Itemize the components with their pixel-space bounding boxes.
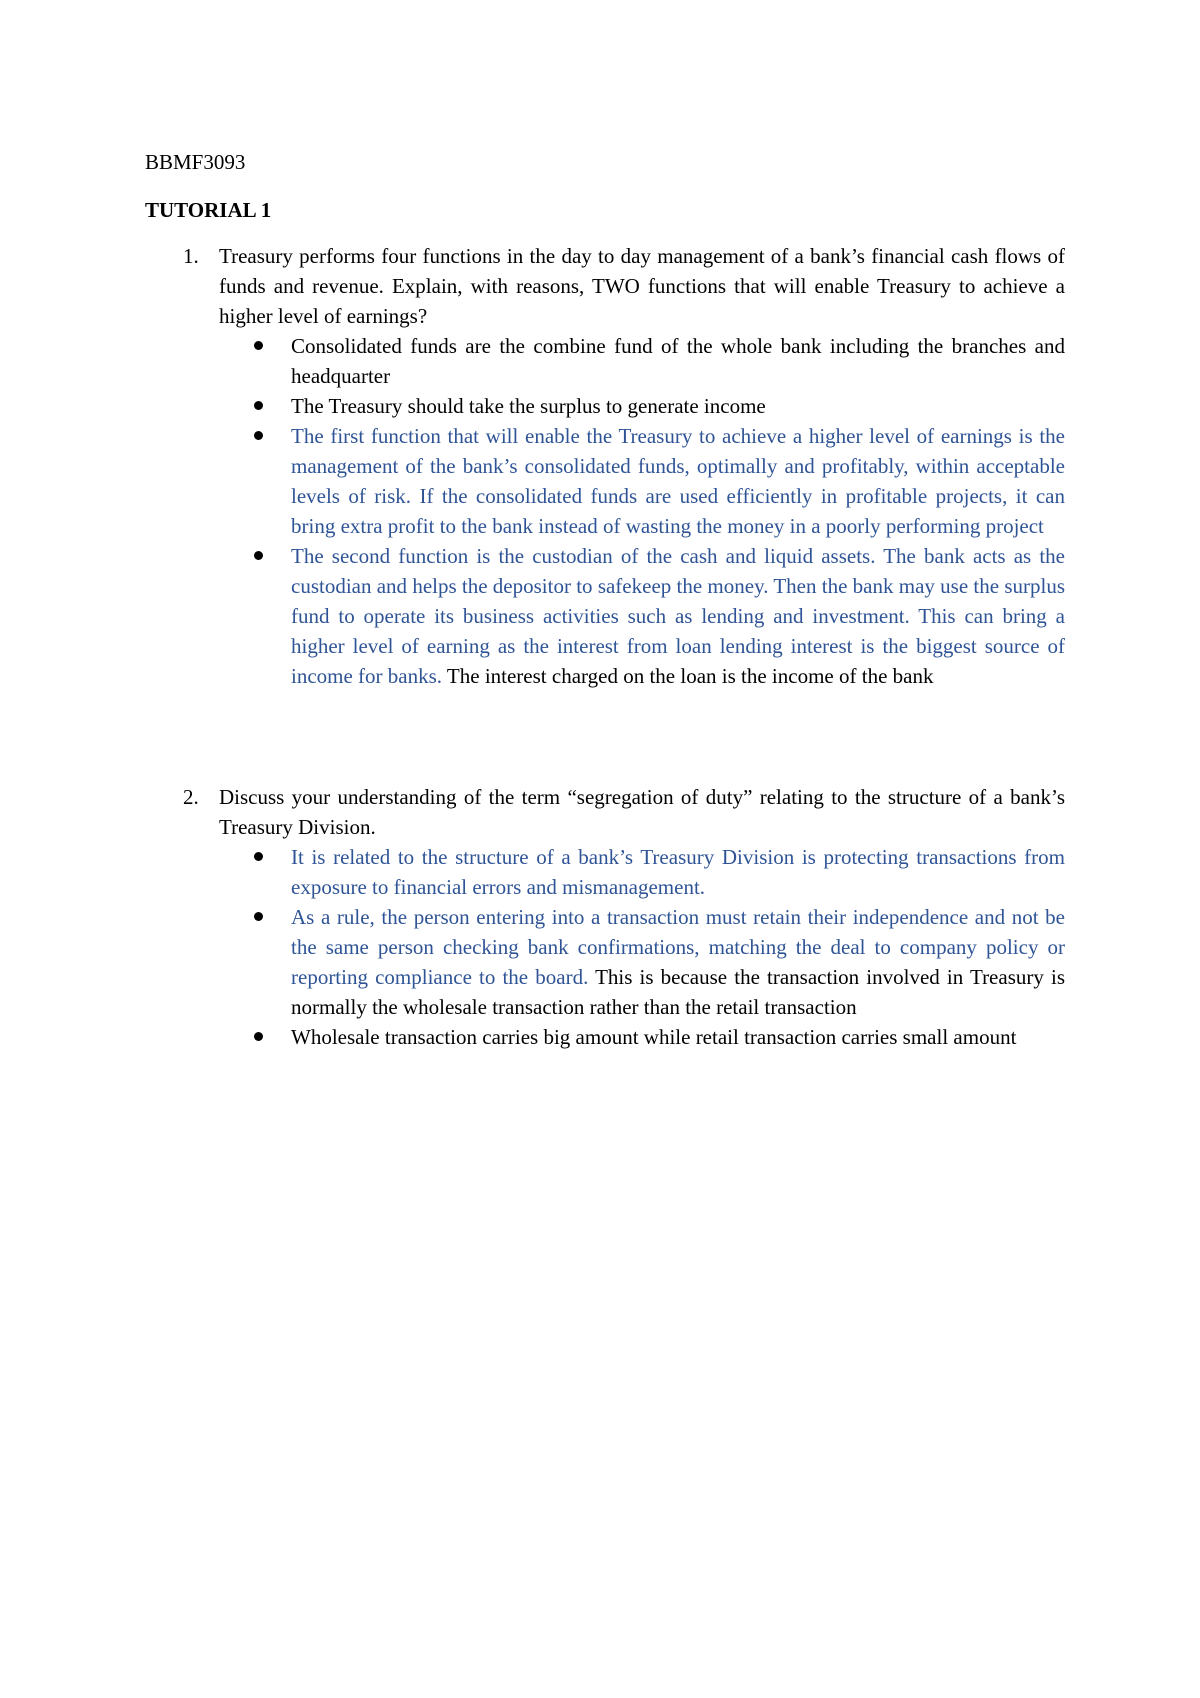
answer-bullet — [291, 391, 1065, 421]
answer-text-black: The interest charged on the loan is the income of the bank — [442, 664, 934, 688]
bullet-icon — [254, 912, 263, 921]
answer-bullet — [291, 421, 1065, 541]
answer-bullet — [291, 1022, 1065, 1052]
bullet-icon — [254, 341, 263, 350]
answer-text-blue: It is related to the structure of a bank’s Treasury Division is protecting transactions from exposure to financial errors and mismanagement. — [291, 845, 1065, 899]
question-2 — [145, 782, 1065, 1052]
answer-bullet — [291, 331, 1065, 391]
answer-text-black: This is because the transaction involved in Treasury is normally the wholesale transaction rather than the retail transaction — [291, 965, 1065, 1019]
answer-text-blue: As a rule, the person entering into a transaction must retain their independence and not be the same person checking bank confirmations, matching the deal to company policy or reporting compliance to the board. — [291, 905, 1065, 989]
question-number: 2. — [183, 785, 199, 809]
course-code: BBMF3093 — [145, 150, 246, 174]
answer-bullet-list — [145, 331, 1065, 691]
question-2-row — [145, 782, 1065, 842]
question-number: 1. — [183, 244, 199, 268]
answer-text-blue: The second function is the custodian of the cash and liquid assets. The bank acts as the custodian and helps the depositor to safekeep the money. Then the bank may use the surplus fund to operate its business activities such as lending and investment. This can bring a higher level of earning as the interest from loan lending interest is the biggest source of income for banks. — [291, 544, 1065, 688]
answer-text-blue: The first function that will enable the Treasury to achieve a higher level of earnings is the management of the bank’s consolidated funds, optimally and profitably, within acceptable levels of risk. If the consolidated funds are used efficiently in profitable projects, it can bring extra profit to the bank instead of wasting the money in a poorly performing project — [291, 424, 1065, 538]
bullet-icon — [254, 852, 263, 861]
document-title: TUTORIAL 1 — [145, 198, 272, 222]
question-1 — [145, 241, 1065, 691]
bullet-icon — [254, 1032, 263, 1041]
question-1-row — [145, 241, 1065, 331]
bullet-icon — [254, 551, 263, 560]
answer-text-black: Consolidated funds are the combine fund of the whole bank including the branches and headquarter — [291, 334, 1065, 388]
question-text: Treasury performs four functions in the day to day management of a bank’s financial cash flows of funds and revenue. Explain, with reasons, TWO functions that will enable Treasury to achieve a higher level of earnings? — [219, 244, 1065, 328]
answer-bullet — [291, 842, 1065, 902]
answer-bullet-list — [145, 842, 1065, 1052]
bullet-icon — [254, 401, 263, 410]
bullet-icon — [254, 431, 263, 440]
answer-bullet — [291, 541, 1065, 691]
answer-bullet — [291, 902, 1065, 1022]
question-text: Discuss your understanding of the term “segregation of duty” relating to the structure of a bank’s Treasury Division. — [219, 785, 1065, 839]
answer-text-black: Wholesale transaction carries big amount while retail transaction carries small amount — [291, 1025, 1017, 1049]
answer-text-black: The Treasury should take the surplus to generate income — [291, 394, 766, 418]
